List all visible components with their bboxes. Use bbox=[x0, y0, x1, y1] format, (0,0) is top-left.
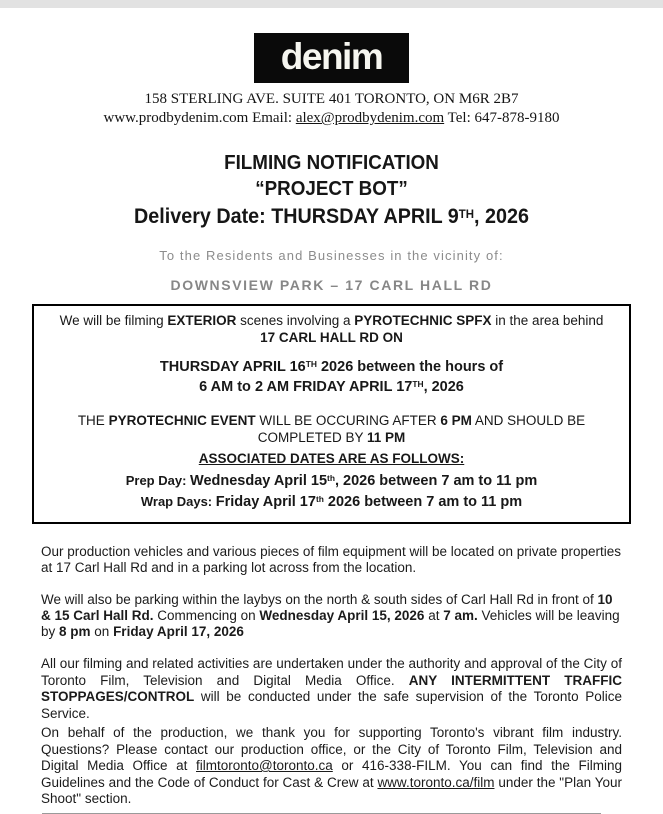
para-production-vehicles: Our production vehicles and various pieces of film equipment will be located on private properties at 17 Carl Hall Rd and in a parking lot across from the location. bbox=[41, 544, 622, 575]
window-chrome-strip bbox=[0, 0, 663, 8]
letter-body bbox=[41, 544, 622, 814]
filmtoronto-email-link[interactable]: filmtoronto@toronto.ca bbox=[196, 758, 333, 773]
prodbydenim-email-link[interactable]: alex@prodbydenim.com bbox=[295, 110, 445, 126]
notice-line-prep-day: Prep Day: Wednesday April 15th, 2026 between 7 am to 11 pm bbox=[125, 473, 538, 489]
spacer bbox=[44, 346, 619, 358]
delivery-date: Delivery Date: THURSDAY APRIL 9TH, 2026 bbox=[134, 205, 529, 228]
location-line: DOWNSVIEW PARK – 17 CARL HALL RD bbox=[170, 277, 493, 293]
page-break-rule bbox=[42, 813, 601, 814]
project-title: “PROJECT BOT” bbox=[255, 178, 408, 200]
notice-line-address: 17 CARL HALL RD ON bbox=[260, 330, 403, 345]
notice-line-pyro-1: THE PYROTECHNIC EVENT WILL BE OCCURING AFTER 6 PM AND SHOULD BE bbox=[77, 413, 586, 428]
notice-line-filming: We will be filming EXTERIOR scenes involving a PYROTECHNIC SPFX in the area behind bbox=[59, 313, 604, 328]
recipients-line: To the Residents and Businesses in the vicinity of: bbox=[159, 248, 504, 263]
company-contact-line: www.prodbydenim.com Email: alex@prodbydenim.com Tel: 647-878-9180 bbox=[103, 110, 560, 126]
notice-line-pyro-2: COMPLETED BY 11 PM bbox=[257, 430, 406, 445]
para-authority: All our filming and related activities are undertaken under the authority and approval of the City of Toronto Film, Television and Digital Media Office. ANY INTERMITTENT TRAFFIC STOPPAGES/CONTROL will be conducted under the safe supervision of the Toronto Police Service. bbox=[41, 656, 622, 721]
para-parking: We will also be parking within the laybys on the north & south sides of Carl Hall Rd in front of 10 & 15 Carl Hall Rd. Commencing on Wednesday April 15, 2026 at 7 am. Vehicles will be leaving by 8 pm on Friday April 17, 2026 bbox=[41, 592, 620, 639]
company-address: 158 STERLING AVE. SUITE 401 TORONTO, ON M6R 2B7 bbox=[144, 91, 519, 107]
toronto-film-link[interactable]: www.toronto.ca/film bbox=[377, 774, 495, 790]
notice-line-hours-1: THURSDAY APRIL 16TH 2026 between the hours of bbox=[159, 359, 504, 375]
notice-line-hours-2: 6 AM to 2 AM FRIDAY APRIL 17TH, 2026 bbox=[199, 379, 464, 395]
notice-header bbox=[0, 150, 663, 234]
spacer bbox=[44, 398, 619, 412]
notice-title: FILMING NOTIFICATION bbox=[224, 152, 439, 174]
notice-line-wrap-days: Wrap Days: Friday April 17th 2026 between 7 am to 11 pm bbox=[140, 494, 523, 510]
para-contact: On behalf of the production, we thank you for supporting Toronto's vibrant film industry. Questions? Please contact our production office, or the City of Toronto Film, Television and Digital Media Office at filmtoronto@toronto.ca or 416-338-FILM. You can find the Filming Guidelines and the Code of Conduct for Cast & Crew at www.toronto.ca/film under the "Plan Your Shoot" section. bbox=[41, 725, 622, 806]
company-logo bbox=[254, 33, 409, 83]
associated-dates-heading: ASSOCIATED DATES ARE AS FOLLOWS: bbox=[198, 451, 465, 466]
company-logo-text: denim bbox=[280, 36, 383, 77]
notice-box bbox=[32, 304, 631, 524]
